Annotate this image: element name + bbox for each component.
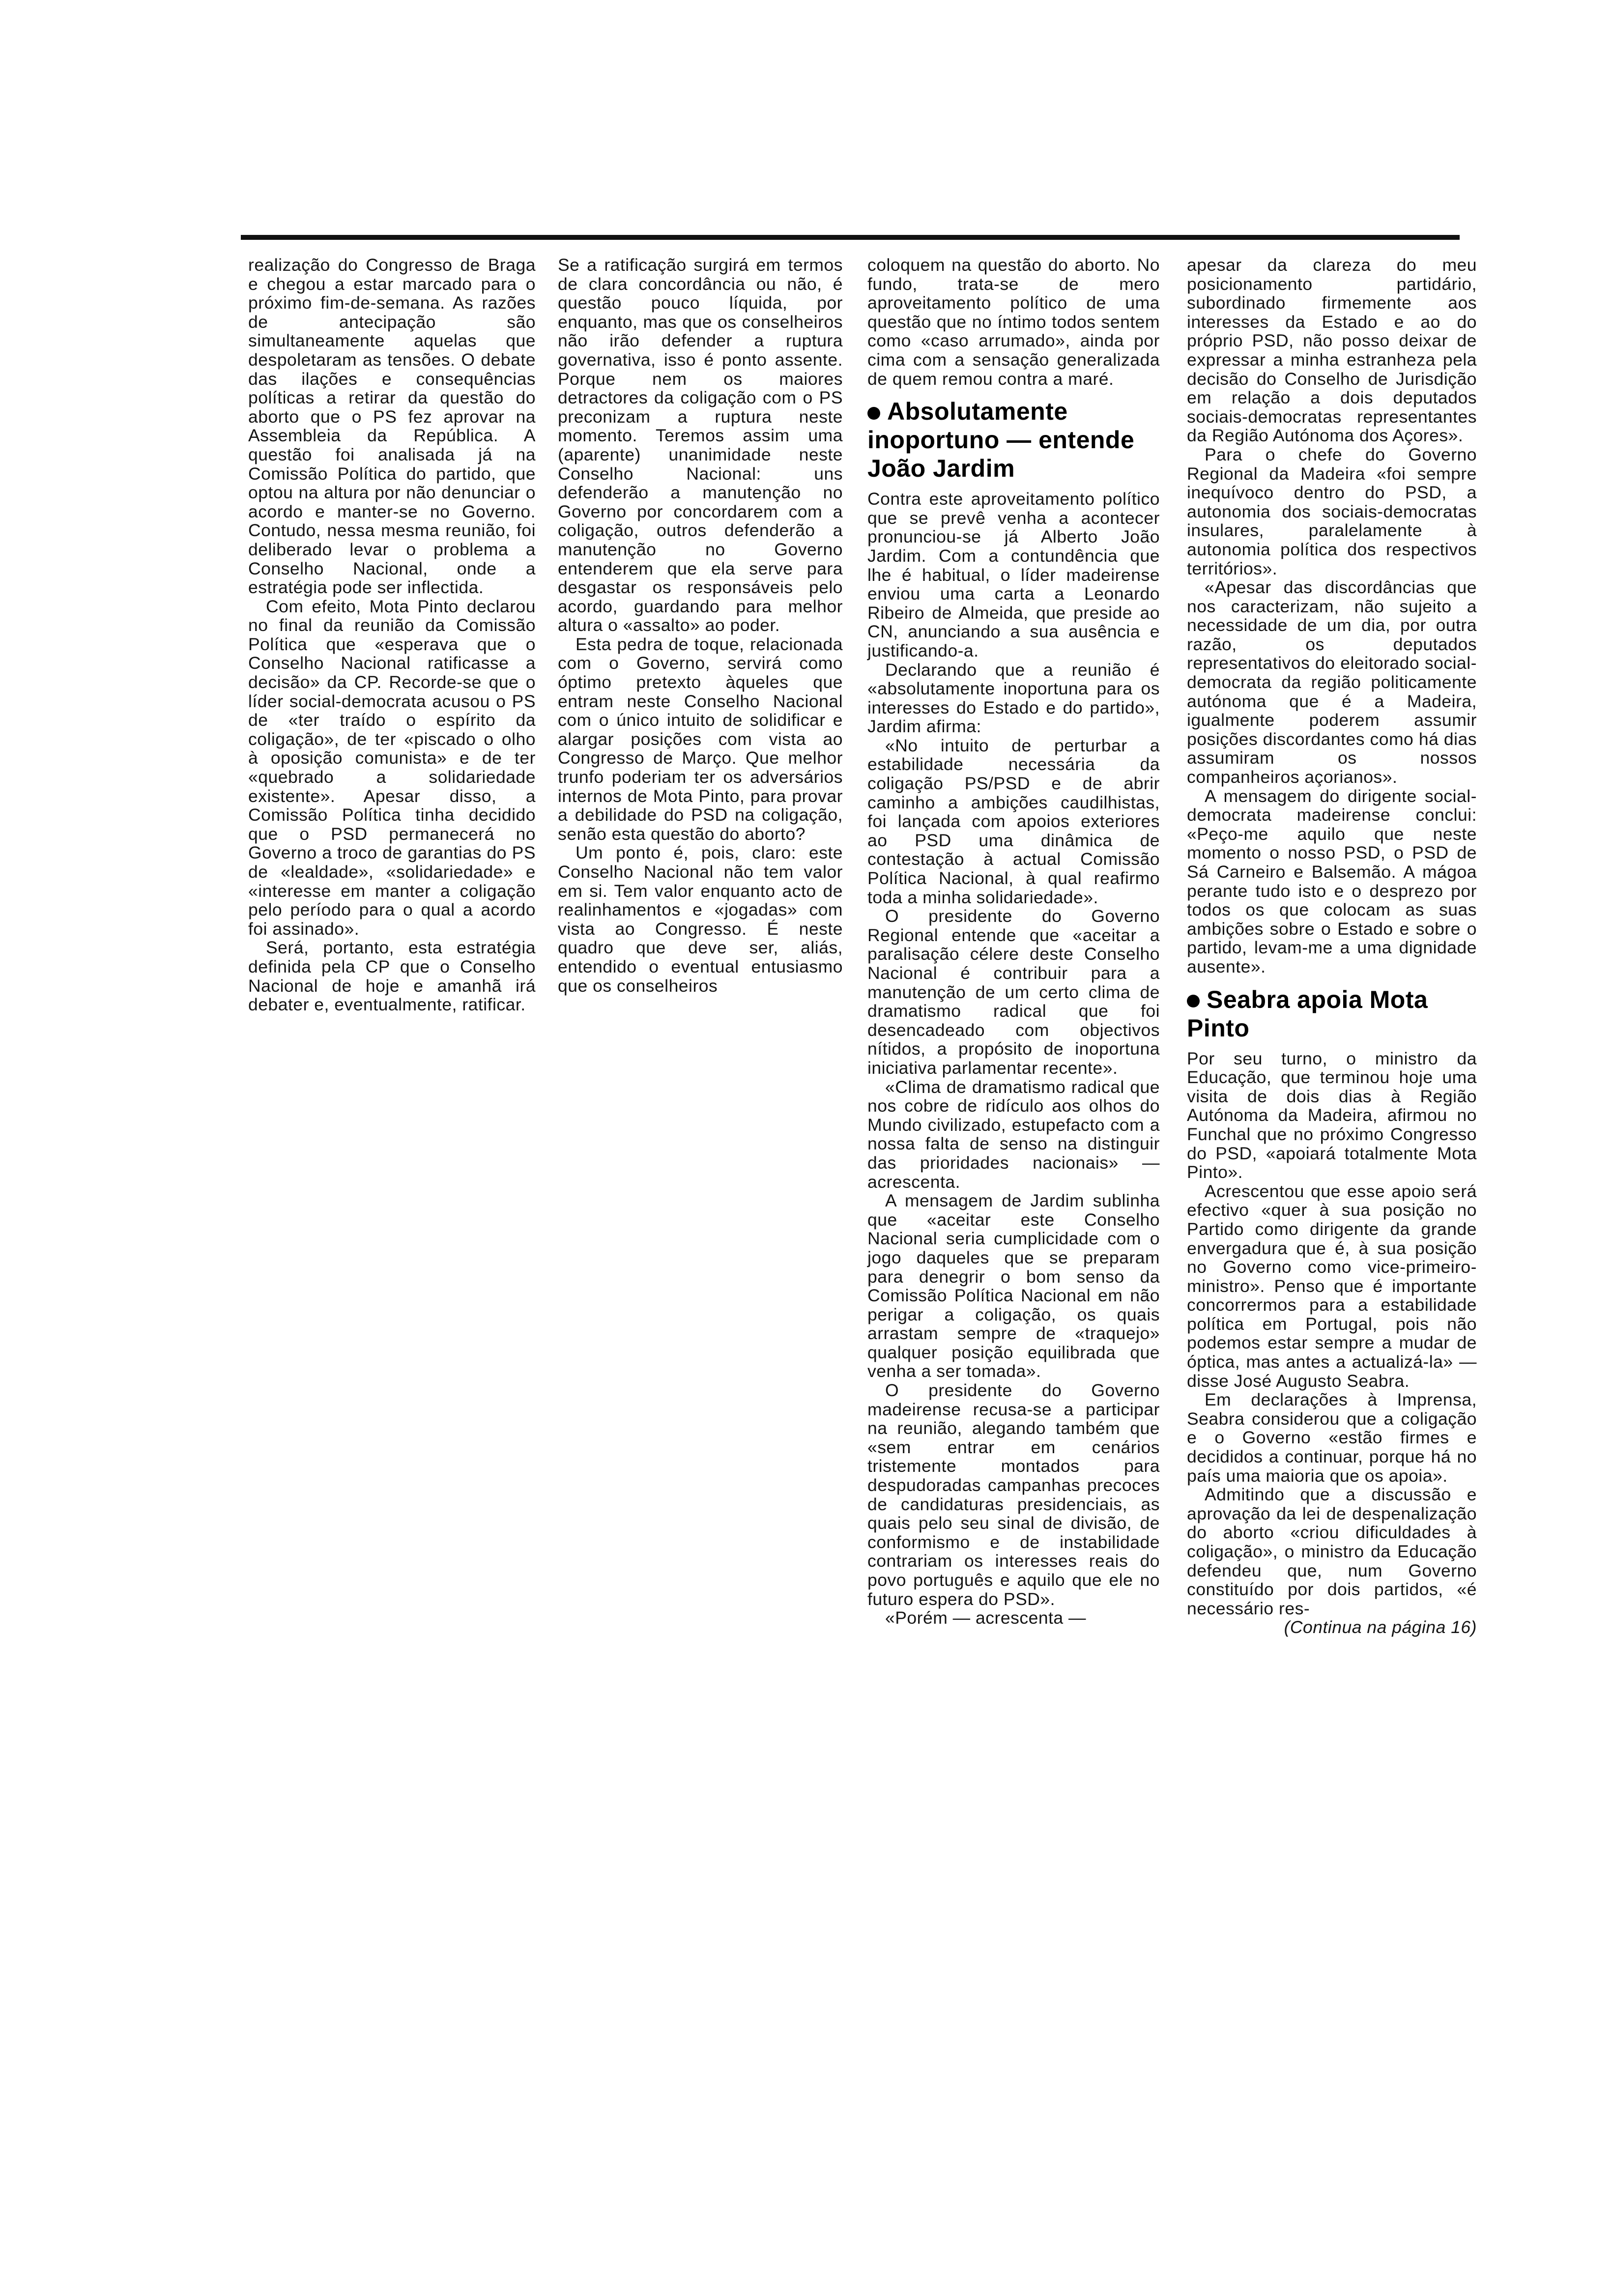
paragraph: O presidente do Governo madeirense recusa-se a participar na reunião, alegando também que «sem entrar em cenários tristemente montados para despudoradas campanhas precoces de candidaturas presidenciais, as quais pelo seu sinal de divisão, de conformismo e de instabilidade contrariam os interesses reais do povo português e aquilo que ele no futuro espera do PSD».	[867, 1380, 1160, 1609]
paragraph: A mensagem do dirigente social-democrata madeirense conclui: «Peço-me aquilo que neste momento o nosso PSD, o PSD de Sá Carneiro e Balsemão. A mágoa perante tudo isto e o desprezo por todos os que colocam as suas ambições sobre o Estado e sobre o partido, levam-me a uma dignidade ausente».	[1187, 786, 1477, 976]
paragraph: Contra este aproveitamento político que se prevê venha a acontecer pronunciou-se já Alberto João Jardim. Com a contundência que lhe é habitual, o líder madeirense enviou uma carta a Leonardo Ribeiro de Almeida, que preside ao CN, anunciando a sua ausência e justificando-a.	[867, 489, 1160, 660]
paragraph: «No intuito de perturbar a estabilidade necessária da coligação PS/PSD e de abrir caminho a ambições caudilhistas, foi lançada com apoios exteriores ao PSD uma dinâmica de contestação à actual Comissão Política Nacional, à qual reafirmo toda a minha solidariedade».	[867, 735, 1160, 907]
paragraph: Com efeito, Mota Pinto declarou no final da reunião da Comissão Política que «esperava que o Conselho Nacional ratificasse a decisão» da CP. Recorde-se que o líder social-democrata acusou o PS de «ter traído o espírito da coligação», de ter «piscado o olho à oposição comunista» e de ter «quebrado a solidariedade existente». Apesar disso, a Comissão Política tinha decidido que o PSD permanecerá no Governo a troco de garantias do PS de «lealdade», «solidariedade» e «interesse em manter a coligação pelo período para o qual a acordo foi assinado».	[248, 596, 536, 939]
paragraph: Um ponto é, pois, claro: este Conselho Nacional não tem valor em si. Tem valor enquanto acto de realinhamentos e «jogadas» com vista ao Congresso. É neste quadro que deve ser, aliás, entendido o eventual entusiasmo que os conselheiros	[558, 843, 843, 996]
paragraph: «Porém — acrescenta —	[885, 1608, 1087, 1628]
subheading-jardim	[867, 397, 1160, 483]
bullet-icon	[867, 407, 880, 420]
top-rule	[241, 235, 1460, 240]
bullet-icon	[1187, 995, 1200, 1007]
paragraph: Para o chefe do Governo Regional da Madeira «foi sempre inequívoco dentro do PSD, a autonomia dos sociais-democratas insulares, paralelamente à autonomia política dos respectivos territórios».	[1187, 444, 1477, 578]
column-2	[558, 256, 843, 995]
column-1	[248, 256, 536, 1014]
column-3	[867, 256, 1160, 1628]
paragraph: Esta pedra de toque, relacionada com o Governo, servirá como óptimo pretexto àqueles que entram neste Conselho Nacional com o único intuito de solidificar e alargar posições com vista ao Congresso de Março. Que melhor trunfo poderiam ter os adversários internos de Mota Pinto, para provar a debilidade do PSD na coligação, senão esta questão do aborto?	[558, 634, 843, 844]
paragraph: Em declarações à Imprensa, Seabra considerou que a coligação e o Governo «estão firmes e decididos a continuar, porque há no país uma maioria que os apoia».	[1187, 1390, 1477, 1486]
subheading-text: Absolutamente inoportuno — entende João Jardim	[867, 398, 1135, 483]
subheading-seabra	[1187, 985, 1477, 1042]
paragraph: Admitindo que a discussão e aprovação da lei de despenalização do aborto «criou dificuldades à coligação», o ministro da Educação defendeu que, num Governo constituído por dois partidos, «é necessário res-	[1187, 1485, 1477, 1618]
paragraph: Declarando que a reunião é «absolutamente inoportuna para os interesses do Estado e do partido», Jardim afirma:	[867, 660, 1160, 737]
paragraph: apesar da clareza do meu posicionamento partidário, subordinado firmemente aos interesses da Estado e ao do próprio PSD, não posso deixar de expressar a minha estranheza pela decisão do Conselho de Jurisdição em relação a dois deputados sociais-democratas representantes da Região Autónoma dos Açores».	[1187, 255, 1477, 446]
paragraph: realização do Congresso de Braga e chegou a estar marcado para o próximo fim-de-semana. As razões de antecipação são simultaneamente aquelas que despoletaram as tensões. O debate das ilações e consequências políticas a retirar da questão do aborto que o PS fez aprovar na Assembleia da República. A questão foi analisada já na Comissão Política do partido, que optou na altura por não denunciar o acordo e manter-se no Governo. Contudo, nessa mesma reunião, foi deliberado levar o problema a Conselho Nacional, onde a estratégia pode ser inflectida.	[248, 255, 536, 598]
paragraph: Se a ratificação surgirá em termos de clara concordância ou não, é questão pouco líquida, por enquanto, mas que os conselheiros não irão defender a ruptura governativa, isso é ponto assente. Porque nem os maiores detractores da coligação com o PS preconizam a ruptura neste momento. Teremos assim uma (aparente) unanimidade neste Conselho Nacional: uns defenderão a manutenção no Governo por concordarem com a coligação, outros defenderão a manutenção no Governo entenderem que ela serve para desgastar os responsáveis pelo acordo, guardando para melhor altura o «assalto» ao poder.	[558, 255, 843, 635]
column-4	[1187, 256, 1477, 1637]
paragraph: «Clima de dramatismo radical que nos cobre de ridículo aos olhos do Mundo civilizado, estupefacto com a nossa falta de senso na distinguir das prioridades nacionais» — acrescenta.	[867, 1077, 1160, 1192]
paragraph: Será, portanto, esta estratégia definida pela CP que o Conselho Nacional de hoje e amanhã irá debater e, eventualmente, ratificar.	[248, 938, 536, 1015]
paragraph: «Apesar das discordâncias que nos caracterizam, não sujeito a necessidade de um dia, por outra razão, os deputados representativos do eleitorado social-democrata da região politicamente autónoma que é a Madeira, igualmente poderem assumir posições discordantes como há dias assumiram os nossos companheiros açorianos».	[1187, 577, 1477, 787]
subheading-text: Seabra apoia Mota Pinto	[1187, 985, 1428, 1042]
paragraph: Por seu turno, o ministro da Educação, que terminou hoje uma visita de dois dias à Região Autónoma da Madeira, afirmou no Funchal que no próximo Congresso do PSD, «apoiará totalmente Mota Pinto».	[1187, 1048, 1477, 1182]
paragraph: Acrescentou que esse apoio será efectivo «quer à sua posição no Partido como dirigente da grande envergadura que é, à sua posição no Governo como vice-primeiro-ministro». Penso que é importante concorrermos para a estabilidade política em Portugal, pois não podemos estar sempre a mudar de óptica, mas antes a actualizá-la» — disse José Augusto Seabra.	[1187, 1181, 1477, 1391]
paragraph: coloquem na questão do aborto. No fundo, trata-se de mero aproveitamento político de uma questão que no íntimo todos sentem como «caso arrumado», ainda por cima com a sensação generalizada de quem remou contra a maré.	[867, 255, 1160, 389]
paragraph: O presidente do Governo Regional entende que «aceitar a paralisação célere deste Conselho Nacional é contribuir para a manutenção de um certo clima de dramatismo radical que foi desencadeado com objectivos nítidos, a propósito de inoportuna iniciativa parlamentar recente».	[867, 906, 1160, 1078]
paragraph: A mensagem de Jardim sublinha que «aceitar este Conselho Nacional seria cumplicidade com o jogo daqueles que se preparam para denegrir o bom senso da Comissão Política Nacional em não perigar a coligação, os quais arrastam sempre de «traquejo» qualquer posição equilibrada que venha a ser tomada».	[867, 1191, 1160, 1381]
continuation-note: (Continua na página 16)	[1284, 1617, 1477, 1637]
